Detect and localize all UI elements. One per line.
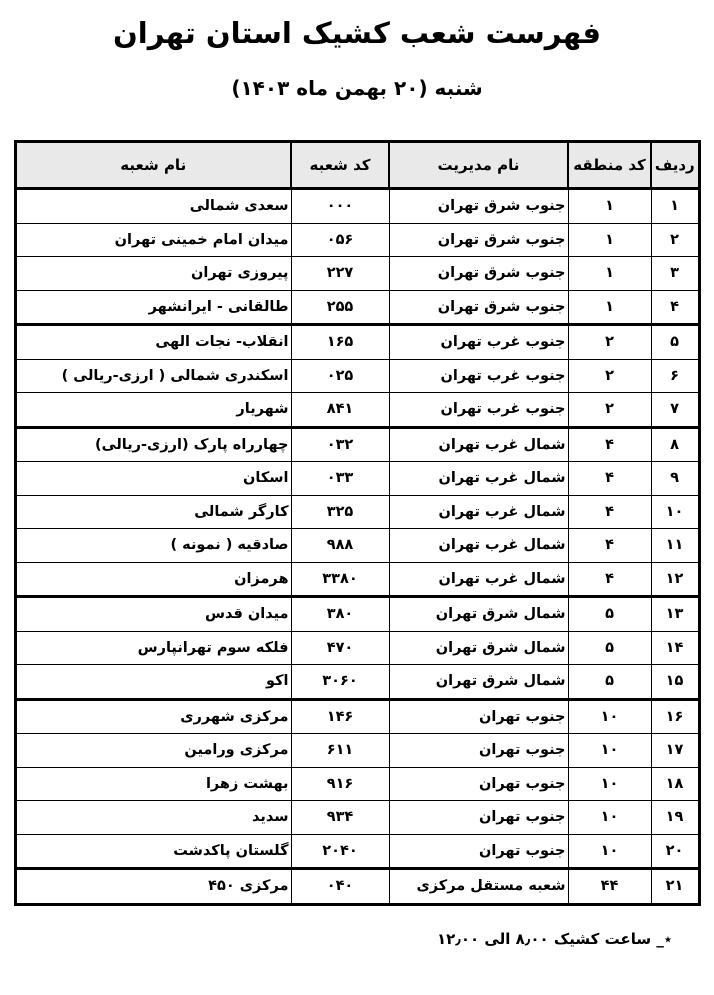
table-header — [15, 142, 699, 189]
branch-name-cell: شهریار — [15, 393, 291, 428]
table-row — [15, 462, 699, 496]
table-row — [15, 495, 699, 529]
region-code-cell: ۲ — [568, 325, 651, 360]
branch-name-cell: اسکان — [15, 462, 291, 496]
region-code-cell: ۱ — [568, 189, 651, 224]
branch-code-cell: ۶۱۱ — [291, 734, 389, 768]
row-number-cell: ۱۷ — [651, 734, 699, 768]
branch-code-cell: ۳۲۵ — [291, 495, 389, 529]
branch-code-cell: ۳۰۶۰ — [291, 665, 389, 700]
management-name-cell: شعبه مستقل مرکزی — [389, 869, 568, 905]
column-header-branch-name: نام شعبه — [15, 142, 291, 189]
region-code-cell: ۵ — [568, 631, 651, 665]
branch-name-cell: پیروزی تهران — [15, 257, 291, 291]
table-row — [15, 631, 699, 665]
branch-name-cell: میدان قدس — [15, 597, 291, 632]
row-number-cell: ۸ — [651, 427, 699, 462]
table-row — [15, 359, 699, 393]
management-name-cell: جنوب تهران — [389, 734, 568, 768]
row-number-cell: ۱۴ — [651, 631, 699, 665]
branch-code-cell: ۳۳۸۰ — [291, 562, 389, 597]
management-name-cell: شمال غرب تهران — [389, 529, 568, 563]
region-code-cell: ۱ — [568, 223, 651, 257]
branch-name-cell: مرکزی شهرری — [15, 699, 291, 734]
branch-name-cell: فلکه سوم تهرانپارس — [15, 631, 291, 665]
region-code-cell: ۴ — [568, 495, 651, 529]
branch-name-cell: صادقیه ( نمونه ) — [15, 529, 291, 563]
branch-name-cell: مرکزی ۴۵۰ — [15, 869, 291, 905]
management-name-cell: شمال غرب تهران — [389, 562, 568, 597]
branch-code-cell: ۱۶۵ — [291, 325, 389, 360]
footnote-star-marker: ٭_ — [656, 929, 672, 948]
region-code-cell: ۱۰ — [568, 699, 651, 734]
column-header-management-name: نام مدیریت — [389, 142, 568, 189]
row-number-cell: ۱۵ — [651, 665, 699, 700]
branch-code-cell: ۸۴۱ — [291, 393, 389, 428]
table-row — [15, 290, 699, 325]
row-number-cell: ۱۲ — [651, 562, 699, 597]
management-name-cell: شمال غرب تهران — [389, 462, 568, 496]
management-name-cell: جنوب تهران — [389, 699, 568, 734]
branch-name-cell: گلستان پاکدشت — [15, 834, 291, 869]
region-code-cell: ۱۰ — [568, 767, 651, 801]
region-code-cell: ۱۰ — [568, 834, 651, 869]
region-code-cell: ۴ — [568, 427, 651, 462]
management-name-cell: جنوب غرب تهران — [389, 325, 568, 360]
management-name-cell: شمال شرق تهران — [389, 665, 568, 700]
branch-code-cell: ۲۵۵ — [291, 290, 389, 325]
table-row — [15, 734, 699, 768]
branch-code-cell: ۰۵۶ — [291, 223, 389, 257]
column-header-row-number: ردیف — [651, 142, 699, 189]
branch-name-cell: انقلاب- نجات الهی — [15, 325, 291, 360]
region-code-cell: ۱ — [568, 257, 651, 291]
branch-name-cell: طالقانی - ایرانشهر — [15, 290, 291, 325]
management-name-cell: شمال شرق تهران — [389, 631, 568, 665]
management-name-cell: شمال غرب تهران — [389, 427, 568, 462]
region-code-cell: ۴۴ — [568, 869, 651, 905]
management-name-cell: جنوب تهران — [389, 767, 568, 801]
branch-code-cell: ۳۸۰ — [291, 597, 389, 632]
table-row — [15, 665, 699, 700]
row-number-cell: ۳ — [651, 257, 699, 291]
page-title: فهرست شعب کشیک استان تهران — [113, 16, 601, 50]
row-number-cell: ۷ — [651, 393, 699, 428]
management-name-cell: جنوب غرب تهران — [389, 359, 568, 393]
branch-code-cell: ۰۳۳ — [291, 462, 389, 496]
row-number-cell: ۱۳ — [651, 597, 699, 632]
region-code-cell: ۱۰ — [568, 801, 651, 835]
branch-code-cell: ۱۴۶ — [291, 699, 389, 734]
branch-code-cell: ۲۰۴۰ — [291, 834, 389, 869]
branch-code-cell: ۰۰۰ — [291, 189, 389, 224]
row-number-cell: ۱۸ — [651, 767, 699, 801]
column-header-branch-code: کد شعبه — [291, 142, 389, 189]
table-row — [15, 597, 699, 632]
management-name-cell: شمال غرب تهران — [389, 495, 568, 529]
management-name-cell: جنوب تهران — [389, 801, 568, 835]
footnote-text: ساعت کشیک ۸٫۰۰ الی ۱۲٫۰۰ — [436, 929, 657, 948]
row-number-cell: ۴ — [651, 290, 699, 325]
region-code-cell: ۵ — [568, 597, 651, 632]
header-row — [15, 142, 699, 189]
region-code-cell: ۴ — [568, 529, 651, 563]
table-row — [15, 699, 699, 734]
management-name-cell: جنوب شرق تهران — [389, 189, 568, 224]
branch-name-cell: اکو — [15, 665, 291, 700]
branch-code-cell: ۹۳۴ — [291, 801, 389, 835]
footer-note — [0, 930, 672, 948]
branch-name-cell: سعدی شمالی — [15, 189, 291, 224]
row-number-cell: ۱۹ — [651, 801, 699, 835]
management-name-cell: جنوب شرق تهران — [389, 257, 568, 291]
table-row — [15, 869, 699, 905]
row-number-cell: ۱۱ — [651, 529, 699, 563]
table-row — [15, 767, 699, 801]
row-number-cell: ۱ — [651, 189, 699, 224]
row-number-cell: ۱۰ — [651, 495, 699, 529]
region-code-cell: ۴ — [568, 562, 651, 597]
management-name-cell: جنوب غرب تهران — [389, 393, 568, 428]
table-row — [15, 189, 699, 224]
branch-name-cell: اسکندری شمالی ( ارزی-ریالی ) — [15, 359, 291, 393]
branch-name-cell: میدان امام خمینی تهران — [15, 223, 291, 257]
row-number-cell: ۲۰ — [651, 834, 699, 869]
branch-name-cell: سدید — [15, 801, 291, 835]
table-row — [15, 325, 699, 360]
row-number-cell: ۶ — [651, 359, 699, 393]
row-number-cell: ۲۱ — [651, 869, 699, 905]
management-name-cell: جنوب تهران — [389, 834, 568, 869]
branch-code-cell: ۰۴۰ — [291, 869, 389, 905]
row-number-cell: ۱۶ — [651, 699, 699, 734]
branch-code-cell: ۴۷۰ — [291, 631, 389, 665]
table-row — [15, 223, 699, 257]
branch-table-body — [15, 189, 699, 905]
branch-code-cell: ۹۱۶ — [291, 767, 389, 801]
branch-code-cell: ۲۲۷ — [291, 257, 389, 291]
column-header-region-code: کد منطقه — [568, 142, 651, 189]
table-row — [15, 834, 699, 869]
management-name-cell: جنوب شرق تهران — [389, 223, 568, 257]
table-row — [15, 562, 699, 597]
table-row — [15, 427, 699, 462]
region-code-cell: ۱ — [568, 290, 651, 325]
branch-name-cell: مرکزی ورامین — [15, 734, 291, 768]
branch-name-cell: بهشت زهرا — [15, 767, 291, 801]
table-row — [15, 393, 699, 428]
region-code-cell: ۵ — [568, 665, 651, 700]
branch-name-cell: چهارراه پارک (ارزی-ریالی) — [15, 427, 291, 462]
row-number-cell: ۹ — [651, 462, 699, 496]
region-code-cell: ۱۰ — [568, 734, 651, 768]
branch-list-table — [14, 140, 701, 906]
table-row — [15, 801, 699, 835]
region-code-cell: ۴ — [568, 462, 651, 496]
branch-code-cell: ۹۸۸ — [291, 529, 389, 563]
branch-code-cell: ۰۳۲ — [291, 427, 389, 462]
branch-code-cell: ۰۲۵ — [291, 359, 389, 393]
page-subtitle: شنبه (۲۰ بهمن ماه ۱۴۰۳) — [231, 76, 483, 100]
table-row — [15, 529, 699, 563]
row-number-cell: ۲ — [651, 223, 699, 257]
management-name-cell: جنوب شرق تهران — [389, 290, 568, 325]
management-name-cell: شمال شرق تهران — [389, 597, 568, 632]
table-row — [15, 257, 699, 291]
region-code-cell: ۲ — [568, 359, 651, 393]
branch-name-cell: کارگر شمالی — [15, 495, 291, 529]
region-code-cell: ۲ — [568, 393, 651, 428]
row-number-cell: ۵ — [651, 325, 699, 360]
branch-name-cell: هرمزان — [15, 562, 291, 597]
